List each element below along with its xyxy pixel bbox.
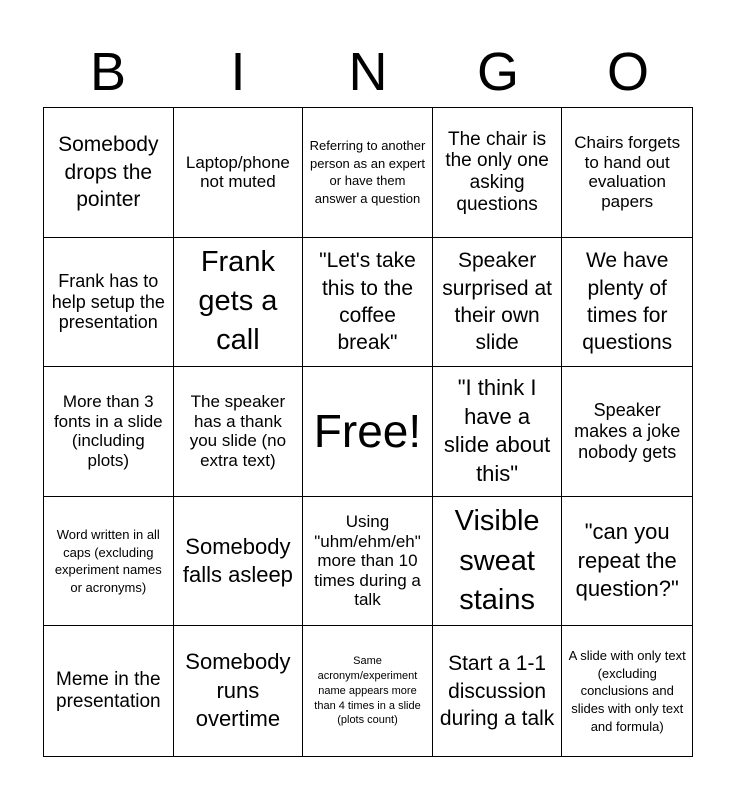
- header-letter-n: N: [348, 42, 388, 102]
- bingo-board: [43, 107, 693, 757]
- bingo-cell[interactable]: Somebody falls asleep: [174, 497, 304, 627]
- bingo-cell[interactable]: Chairs forgets to hand out evaluation papers: [562, 108, 692, 238]
- bingo-cell[interactable]: Start a 1-1 discussion during a talk: [433, 626, 563, 756]
- header-letter-b: B: [89, 42, 127, 102]
- bingo-cell[interactable]: We have plenty of times for questions: [562, 238, 692, 368]
- bingo-cell[interactable]: Laptop/phone not muted: [174, 108, 304, 238]
- bingo-header: [43, 36, 693, 108]
- bingo-cell[interactable]: Speaker makes a joke nobody gets: [562, 367, 692, 497]
- bingo-cell[interactable]: Somebody drops the pointer: [44, 108, 174, 238]
- bingo-cell[interactable]: Same acronym/experiment name appears more than 4 times in a slide (plots count): [303, 626, 433, 756]
- bingo-cell[interactable]: Frank has to help setup the presentation: [44, 238, 174, 368]
- header-letter-g: G: [476, 42, 519, 102]
- bingo-cell[interactable]: "can you repeat the question?": [562, 497, 692, 627]
- bingo-cell[interactable]: "I think I have a slide about this": [433, 367, 563, 497]
- bingo-cell[interactable]: Word written in all caps (excluding experiment names or acronyms): [44, 497, 174, 627]
- bingo-cell[interactable]: The speaker has a thank you slide (no extra text): [174, 367, 304, 497]
- bingo-cell[interactable]: Referring to another person as an expert or have them answer a question: [303, 108, 433, 238]
- bingo-cell[interactable]: The chair is the only one asking questions: [433, 108, 563, 238]
- bingo-cell[interactable]: Meme in the presentation: [44, 626, 174, 756]
- bingo-cell[interactable]: Visible sweat stains: [433, 497, 563, 627]
- bingo-cell[interactable]: Somebody runs overtime: [174, 626, 304, 756]
- bingo-cell[interactable]: "Let's take this to the coffee break": [303, 238, 433, 368]
- header-letter-o: O: [606, 42, 649, 102]
- bingo-cell[interactable]: A slide with only text (excluding conclusions and slides with only text and formula): [568, 648, 686, 734]
- bingo-cell[interactable]: Using "uhm/ehm/eh" more than 10 times during a talk: [303, 497, 433, 627]
- bingo-cell[interactable]: Frank gets a call: [174, 238, 304, 368]
- free-space-cell[interactable]: Free!: [303, 367, 433, 497]
- header-letter-i: I: [230, 42, 246, 102]
- bingo-cell[interactable]: More than 3 fonts in a slide (including plots): [44, 367, 174, 497]
- bingo-cell[interactable]: Speaker surprised at their own slide: [433, 238, 563, 368]
